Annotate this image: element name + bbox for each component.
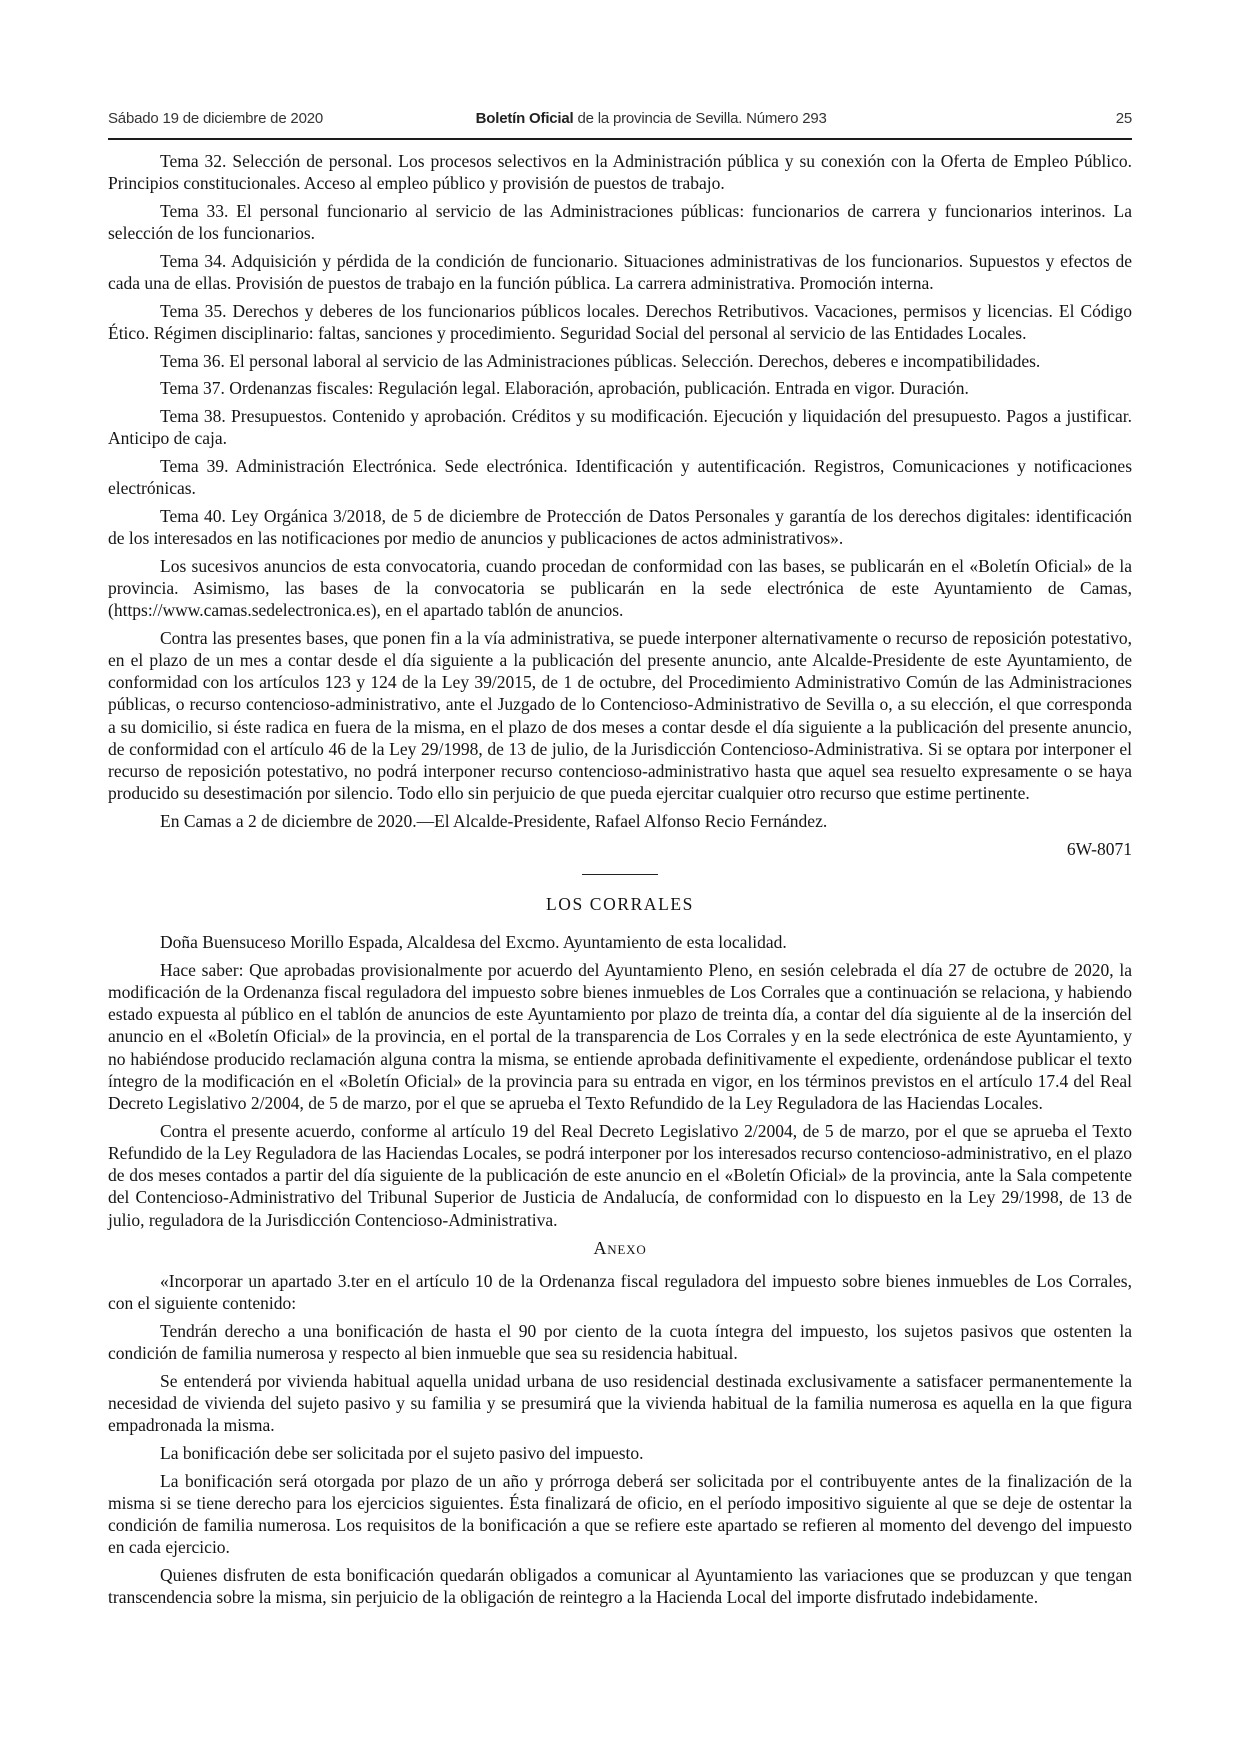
paragraph-contra-acuerdo: Contra el presente acuerdo, conforme al artículo 19 del Real Decreto Legislativo 2/2004, de 5 de marzo, por el que se aprueba el Texto Refundido de la Ley Reguladora de las Haciendas Locales, se podrá interponer por los interesados recurso contencioso-administrativo, en el plazo de dos meses contados a partir del día siguiente de la publicación de este anuncio en el «Boletín Oficial» de la provincia, ante la Sala competente del Contencioso-Administrativo del Tribunal Superior de Justicia de Andalucía, de conformidad con lo dispuesto en la Ley 29/1998, de 13 de julio, reguladora de la Jurisdicción Contencioso-Administrativa.: [108, 1120, 1132, 1230]
page-number: 25: [1115, 110, 1132, 127]
paragraph-recursos: Contra las presentes bases, que ponen fin a la vía administrativa, se puede interponer alternativamente o recurso de reposición potestativo, en el plazo de un mes a contar desde el día siguiente a la publicación del presente anuncio, ante Alcalde-Presidente de este Ayuntamiento, de conformidad con los artículos 123 y 124 de la Ley 39/2015, de 1 de octubre, del Procedimiento Administrativo Común de las Administraciones públicas, o recurso contencioso-administrativo, ante el Juzgado de lo Contencioso-Administrativo de Sevilla o, a su elección, el que corresponda a su domicilio, si éste radica en fuera de la misma, en el plazo de dos meses a contar desde el día siguiente a la publicación del presente anuncio, de conformidad con el artículo 46 de la Ley 29/1998, de 13 de julio, de la Jurisdicción Contencioso-Administrativa. Si se optara por interponer el recurso de reposición potestativo, no podrá interponer recurso contencioso-administrativo hasta que aquel sea resuelto expresamente o se haya producido su desestimación por silencio. Todo ello sin perjuicio de que pueda ejercitar cualquier otro recurso que estime pertinente.: [108, 627, 1132, 804]
paragraph-tema-33: Tema 33. El personal funcionario al servicio de las Administraciones públicas: funcionarios de carrera y funcionarios interinos. La selección de los funcionarios.: [108, 200, 1132, 244]
annex-paragraph-incorporar: «Incorporar un apartado 3.ter en el artículo 10 de la Ordenanza fiscal reguladora del impuesto sobre bienes inmuebles de Los Corrales, con el siguiente contenido:: [108, 1270, 1132, 1314]
signature-line: En Camas a 2 de diciembre de 2020.—El Alcalde-Presidente, Rafael Alfonso Recio Fernández.: [160, 810, 828, 831]
paragraph-anuncios: Los sucesivos anuncios de esta convocatoria, cuando procedan de conformidad con las bases, se publicarán en el «Boletín Oficial» de la provincia. Asimismo, las bases de la convocatoria se publicarán en la sede electrónica de este Ayuntamiento de Camas, (https://www.camas.sedelectronica.es), en el apartado tablón de anuncios.: [108, 555, 1132, 621]
header-bulletin-name: Boletín Oficial: [475, 110, 574, 127]
reference-code: 6W-8071: [1066, 838, 1132, 859]
header-bulletin-title: [323, 110, 979, 127]
paragraph-tema-39: Tema 39. Administración Electrónica. Sede electrónica. Identificación y autentificación. Registros, Comunicaciones y notificaciones electrónicas.: [108, 455, 1132, 499]
paragraph-tema-36: Tema 36. El personal laboral al servicio de las Administraciones públicas. Selección. Derechos, deberes e incompatibilidades.: [160, 350, 1041, 371]
annex-paragraph-bonificacion-90: Tendrán derecho a una bonificación de hasta el 90 por ciento de la cuota íntegra del impuesto, los sujetos pasivos que ostenten la condición de familia numerosa y respecto al bien inmueble que sea su residencia habitual.: [108, 1320, 1132, 1364]
section-divider: [582, 874, 658, 875]
annex-paragraph-solicitud: La bonificación debe ser solicitada por el sujeto pasivo del impuesto.: [160, 1442, 644, 1463]
annex-paragraph-vivienda-habitual: Se entenderá por vivienda habitual aquella unidad urbana de uso residencial destinada exclusivamente a satisfacer permanentemente la necesidad de vivienda del sujeto pasivo y su familia y se presumirá que la vivienda habitual de la familia numerosa es aquella en la que figura empadronada la misma.: [108, 1370, 1132, 1436]
header-bulletin-subtitle: de la provincia de Sevilla. Número 293: [573, 110, 827, 127]
paragraph-tema-35: Tema 35. Derechos y deberes de los funcionarios públicos locales. Derechos Retributivos. Vacaciones, permisos y licencias. El Código Ético. Régimen disciplinario: faltas, sanciones y procedimiento. Seguridad Social del personal al servicio de las Entidades Locales.: [108, 300, 1132, 343]
paragraph-alcaldesa: Doña Buensuceso Morillo Espada, Alcaldesa del Excmo. Ayuntamiento de esta localidad.: [160, 932, 787, 953]
paragraph-tema-40: Tema 40. Ley Orgánica 3/2018, de 5 de diciembre de Protección de Datos Personales y garantía de los derechos digitales: identificación de los interesados en las notificaciones por medio de anuncios y publicaciones de actos administrativos».: [108, 505, 1132, 549]
header-rule: [108, 138, 1132, 140]
page-header: [108, 110, 1132, 127]
annex-paragraph-plazo: La bonificación será otorgada por plazo de un año y prórroga deberá ser solicitada por el contribuyente antes de la finalización de la misma si se tiene derecho para los ejercicios siguientes. Ésta finalizará de oficio, en el período impositivo siguiente al que se deje de ostentar la condición de familia numerosa. Los requisitos de la bonificación a que se refiere este apartado se refieren al momento del devengo del impuesto en cada ejercicio.: [108, 1470, 1132, 1558]
paragraph-tema-38: Tema 38. Presupuestos. Contenido y aprobación. Créditos y su modificación. Ejecución y liquidación del presupuesto. Pagos a justificar. Anticipo de caja.: [108, 406, 1132, 449]
paragraph-tema-32: Tema 32. Selección de personal. Los procesos selectivos en la Administración pública y su conexión con la Oferta de Empleo Público. Principios constitucionales. Acceso al empleo público y provisión de puestos de trabajo.: [108, 151, 1132, 194]
page-body: [108, 150, 1132, 1614]
annex-paragraph-obligaciones: Quienes disfruten de esta bonificación quedarán obligados a comunicar al Ayuntamiento las variaciones que se produzcan y que tengan transcendencia sobre la misma, sin perjuicio de la obligación de reintegro a la Hacienda Local del importe disfrutado indebidamente.: [108, 1564, 1132, 1608]
paragraph-hace-saber: Hace saber: Que aprobadas provisionalmente por acuerdo del Ayuntamiento Pleno, en sesión celebrada el día 27 de octubre de 2020, la modificación de la Ordenanza fiscal reguladora del impuesto sobre bienes inmuebles de Los Corrales que a continuación se relaciona, y habiendo estado expuesta al público en el tablón de anuncios de este Ayuntamiento por plazo de treinta día, a contar del día siguiente al de la inserción del anuncio en el «Boletín Oficial» de la provincia, en el portal de la transparencia de Los Corrales y en la sede electrónica de este Ayuntamiento, y no habiéndose producido reclamación alguna contra la misma, se entiende aprobada definitivamente el expediente, ordenándose publicar el texto íntegro de la modificación en el «Boletín Oficial» de la provincia para su entrada en vigor, en los términos previstos en el artículo 17.4 del Real Decreto Legislativo 2/2004, de 5 de marzo, por el que se aprueba el Texto Refundido de la Ley Reguladora de las Haciendas Locales.: [108, 959, 1132, 1114]
annex-title: Anexo: [593, 1237, 647, 1258]
section-title-los-corrales: LOS CORRALES: [545, 893, 695, 914]
header-date: Sábado 19 de diciembre de 2020: [108, 110, 324, 127]
paragraph-tema-34: Tema 34. Adquisición y pérdida de la condición de funcionario. Situaciones administrativas de los funcionarios. Supuestos y efectos de cada una de ellas. Provisión de puestos de trabajo en la función pública. La carrera administrativa. Promoción interna.: [108, 250, 1132, 294]
paragraph-tema-37: Tema 37. Ordenanzas fiscales: Regulación legal. Elaboración, aprobación, publicación. Entrada en vigor. Duración.: [160, 378, 969, 399]
